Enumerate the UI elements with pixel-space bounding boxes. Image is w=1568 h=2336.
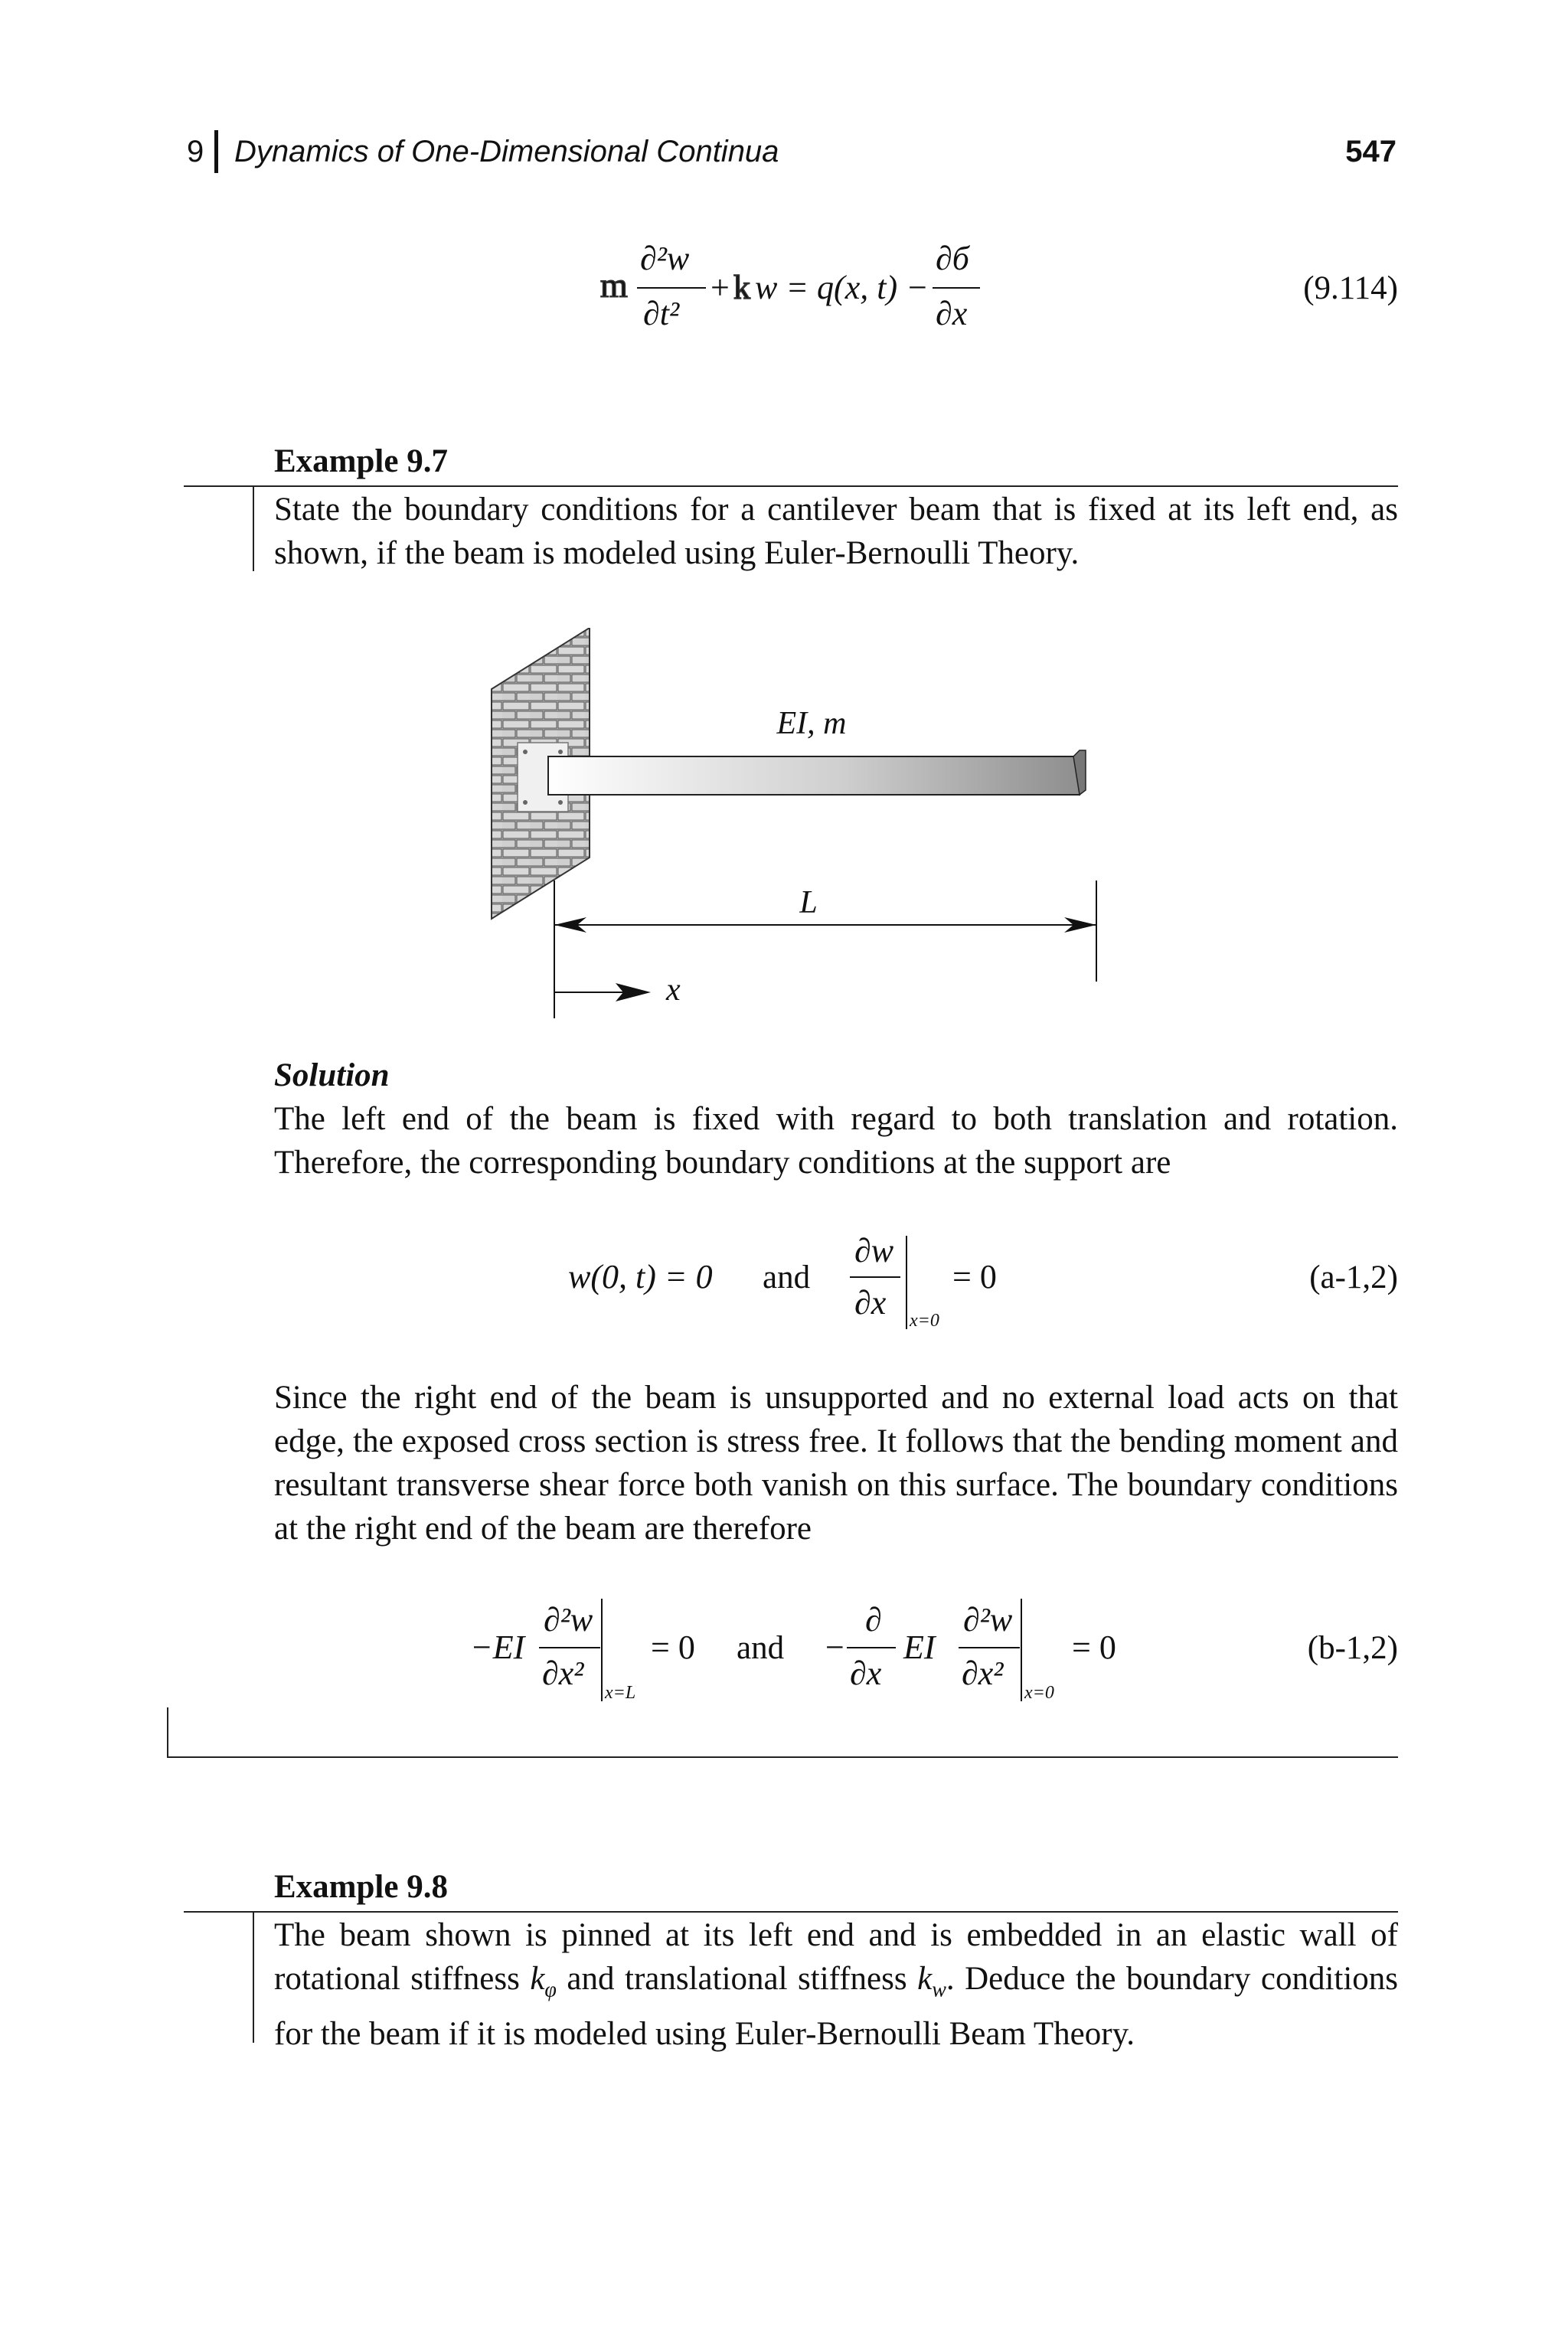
solution-paragraph-2: Since the right end of the beam is unsupported and no external load acts on that edge, the exposed cross section is stress free. It follows that the bending moment and resultant transverse shear force both vanish on this surface. The boundary conditions at the right end of the beam are therefore bbox=[274, 1380, 1398, 1547]
bolt bbox=[523, 750, 528, 754]
eq-b-dx: ∂x bbox=[850, 1655, 882, 1692]
eq-b-and: and bbox=[737, 1630, 785, 1666]
eq-b-den1: ∂x² bbox=[542, 1655, 584, 1692]
example-9-8-statement bbox=[274, 1913, 1398, 2056]
k-phi-symbol: $k_\varphi$ bbox=[530, 1961, 557, 2002]
eq-9-114-dtheta: ∂б bbox=[936, 240, 969, 277]
example-9-8-side-rule bbox=[253, 1911, 254, 2043]
example-9-8-heading: Example 9.8 bbox=[274, 1869, 448, 1905]
example-9-8-top-rule bbox=[184, 1911, 1398, 1913]
length-label: L bbox=[799, 885, 818, 920]
header-divider bbox=[214, 130, 218, 173]
running-header bbox=[187, 135, 1396, 178]
page-number: 547 bbox=[1345, 135, 1396, 168]
eq-b-rhs2: = 0 bbox=[1072, 1629, 1116, 1666]
eq-a-rhs: = 0 bbox=[952, 1258, 997, 1295]
example-9-7-heading: Example 9.7 bbox=[274, 443, 448, 479]
beam bbox=[548, 756, 1080, 795]
solution-paragraph-1: The left end of the beam is fixed with regard to both translation and rotation. Therefore, the corresponding boundary conditions at the support are bbox=[274, 1101, 1398, 1181]
eq-b-rhs1: = 0 bbox=[651, 1629, 695, 1666]
eq-a-lhs: w(0, t) = 0 bbox=[568, 1258, 713, 1295]
eq-b-label: (b-1,2) bbox=[1307, 1630, 1398, 1666]
eq-b-den2: ∂x² bbox=[962, 1655, 1004, 1692]
beam-label: EI, m bbox=[776, 706, 847, 741]
eq-9-114-m: m bbox=[600, 266, 628, 305]
eq-9-114-plus: + bbox=[710, 269, 730, 306]
chapter-number: 9 bbox=[187, 135, 204, 168]
eq-a-label: (a-1,2) bbox=[1309, 1259, 1398, 1295]
eq-b-minus: − bbox=[825, 1629, 844, 1666]
equation-b bbox=[0, 1589, 1568, 1712]
eq-b-ei: EI bbox=[903, 1629, 936, 1666]
statement-part-2: and translational stiffness bbox=[556, 1961, 918, 1997]
eq-9-114-label: (9.114) bbox=[1303, 270, 1398, 306]
eq-b-eval1: x=L bbox=[605, 1683, 636, 1703]
eq-9-114-w-q: w = q(x, t) − bbox=[755, 269, 929, 306]
eq-a-and: and bbox=[763, 1259, 811, 1295]
k-w-symbol: $k_w$ bbox=[917, 1961, 946, 2002]
eq-9-114-d2w: ∂²w bbox=[640, 240, 690, 277]
eq-9-114-k: k bbox=[733, 269, 750, 306]
equation-a bbox=[0, 1225, 1568, 1340]
solution-heading: Solution bbox=[274, 1057, 390, 1093]
eq-b-num2: ∂²w bbox=[963, 1601, 1013, 1638]
example-9-7-top-rule bbox=[184, 485, 1398, 487]
example-9-7-bottom-rule bbox=[167, 1756, 1398, 1758]
eq-b-minus-ei: −EI bbox=[470, 1629, 525, 1666]
bolt bbox=[523, 800, 528, 805]
eq-9-114-dt2: ∂t² bbox=[643, 295, 680, 332]
eq-b-num1: ∂²w bbox=[544, 1601, 593, 1638]
bolt bbox=[558, 750, 563, 754]
example-9-7-statement: State the boundary conditions for a cantilever beam that is fixed at its left end, as shown, if the beam is modeled using Euler-Bernoulli Theory. bbox=[274, 492, 1398, 571]
statement-part-1: The beam shown is pinned at its left end and is embedded in an elastic wall of rotational stiffness bbox=[274, 1917, 1398, 1997]
x-label: x bbox=[666, 972, 681, 1008]
eq-b-d: ∂ bbox=[865, 1601, 882, 1638]
eq-9-114-dx: ∂x bbox=[936, 295, 968, 332]
example-9-7-side-rule bbox=[253, 485, 254, 571]
eq-b-eval2: x=0 bbox=[1024, 1683, 1054, 1703]
eq-a-den: ∂x bbox=[854, 1284, 887, 1322]
equation-9-114 bbox=[0, 230, 1568, 345]
example-9-7-end-side-rule bbox=[167, 1707, 168, 1758]
cantilever-figure bbox=[475, 628, 1102, 1026]
bolt bbox=[558, 800, 563, 805]
eq-a-eval: x=0 bbox=[910, 1311, 939, 1331]
running-title: Dynamics of One-Dimensional Continua bbox=[234, 135, 779, 168]
eq-a-num: ∂w bbox=[854, 1232, 894, 1269]
statement-part-3: . Deduce the boundary conditions for the beam if it is modeled using Euler-Bernoulli Beam Theory. bbox=[274, 1961, 1399, 2052]
